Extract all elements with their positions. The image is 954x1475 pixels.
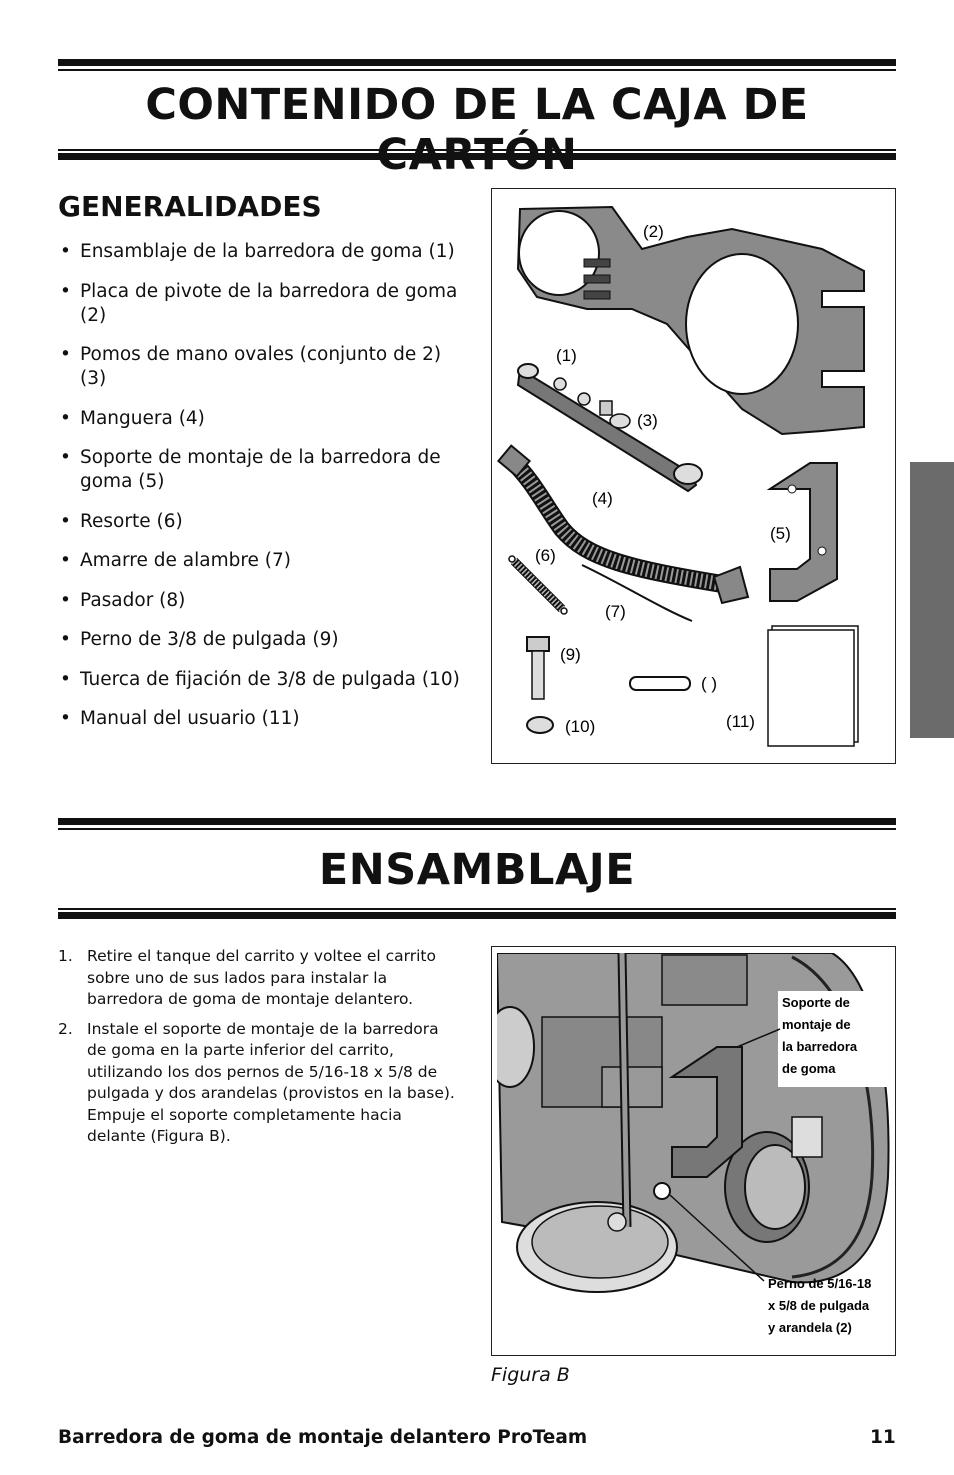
parts-figure [491,188,896,764]
label-9: (9) [560,645,581,664]
figure-caption: Figura B [491,1364,570,1386]
label-10: (10) [565,717,596,736]
pin-illustration [630,677,690,690]
list-item: • Ensamblaje de la barredora de goma (1) [58,240,468,264]
list-item [58,1019,458,1148]
section2-title-rule-thin [58,908,896,910]
list-item: • Manguera (4) [58,407,468,431]
label-3: (3) [637,411,658,430]
callout-bolt-line: Perno de 5/16-18 [768,1276,872,1291]
label-7: (7) [605,602,626,621]
list-item: • Placa de pivote de la barredora de goma (2) [58,280,468,328]
assembly-steps [58,946,458,1156]
step-text: Retire el tanque del carrito y voltee el carrito sobre uno de sus lados para instalar la barredora de goma de montaje delantero. [87,947,436,1008]
section-title-assembly: ENSAMBLAJE [318,845,636,895]
figure-b [491,946,896,1356]
bolt-illustration [527,637,549,699]
list-item [58,946,458,1011]
section2-title-rule-thick [58,912,896,919]
title-rule-thick [58,153,896,160]
label-11: (11) [726,712,755,731]
squeegee-assembly-illustration [518,364,702,491]
list-item: • Pasador (8) [58,589,468,613]
list-item: • Manual del usuario (11) [58,707,468,731]
title-rule-thin [58,149,896,151]
label-4: (4) [592,489,613,508]
section2-rule-thick [58,818,896,825]
step-number: 2. [58,1019,73,1038]
list-item: • Amarre de alambre (7) [58,549,468,573]
list-item: • Soporte de montaje de la barredora de goma (5) [58,446,468,494]
section-title-contents: CONTENIDO DE LA CAJA DE [145,80,809,130]
callout-bolt-line: x 5/8 de pulgada [768,1298,870,1313]
top-rule-thin [58,69,896,71]
parts-illustration [492,189,895,763]
label-5: (5) [770,524,791,543]
callout-bolt [768,1276,875,1335]
callout-bracket-line: Soporte de [782,995,850,1010]
callout-bracket-line: montaje de [782,1017,851,1032]
callout-bracket-line: la barredora [782,1039,858,1054]
label-1: (1) [556,346,577,365]
step-number: 1. [58,947,73,965]
contents-list [58,240,468,747]
label-6: (6) [535,546,556,565]
list-item: • Tuerca de fijación de 3/8 de pulgada (10) [58,668,468,692]
list-item: • Pomos de mano ovales (conjunto de 2) (3) [58,343,468,391]
section2-rule-thin [58,828,896,830]
label-2: (2) [643,222,664,241]
side-tab [910,462,954,738]
page-number: 11 [870,1427,896,1448]
manual-illustration [768,626,858,746]
subtitle-generalidades: GENERALIDADES [58,190,322,223]
list-item: • Perno de 3/8 de pulgada (9) [58,628,468,652]
list-item: • Resorte (6) [58,510,468,534]
step-text: Instale el soporte de montaje de la barredora de goma en la parte inferior del carrito, utilizando los dos pernos de 5/16-18 x 5/8 de pulgada y dos arandelas (provistos en la base). Empuje el soporte completamente hacia delante (Figura B). [87,1019,455,1145]
label-8: ( ) [701,674,718,693]
nut-illustration [527,717,553,733]
top-rule-thick [58,59,896,66]
callout-bracket-line: de goma [782,1061,836,1076]
cart-illustration [492,947,895,1355]
footer-title: Barredora de goma de montaje delantero ProTeam [58,1427,588,1448]
callout-bolt-line: y arandela (2) [768,1320,852,1335]
